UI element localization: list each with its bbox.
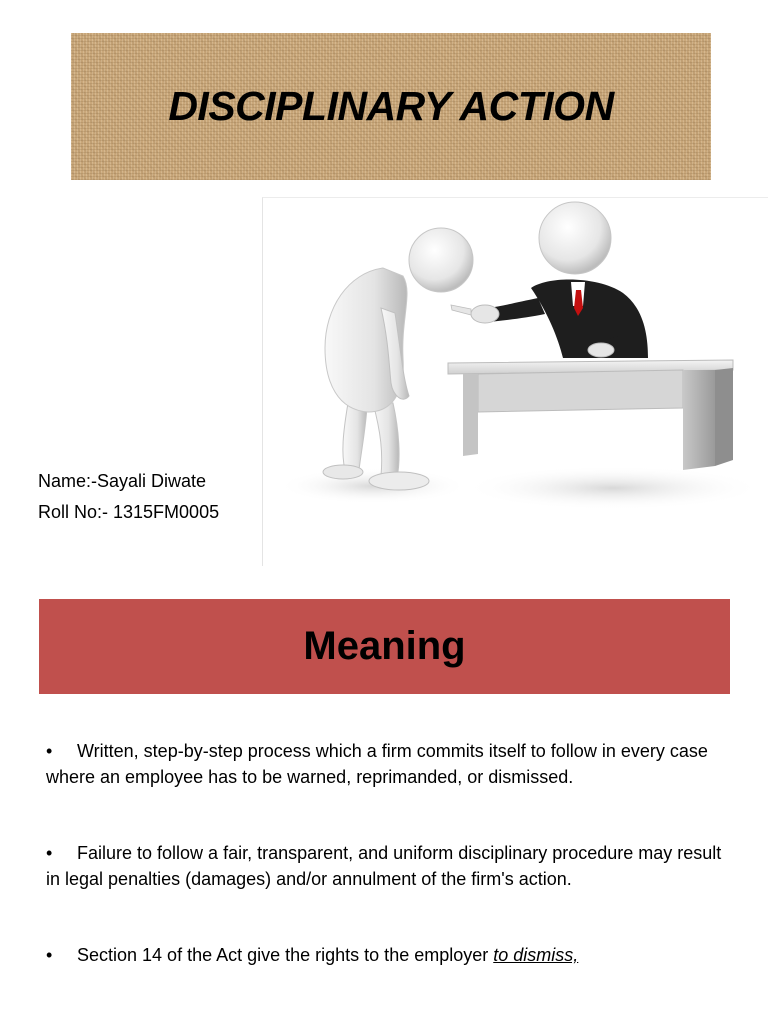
employee-figure [323, 228, 473, 490]
student-name: Name:-Sayali Diwate [38, 471, 207, 491]
desk [448, 360, 733, 470]
bullet-item [46, 942, 736, 968]
student-info [38, 466, 219, 528]
page-title: DISCIPLINARY ACTION [168, 83, 614, 129]
manager-figure [451, 202, 648, 358]
bullet-marker: • [46, 741, 53, 761]
bullet-emphasis: to dismiss, [493, 945, 579, 965]
manager-scolding-employee-illustration [262, 197, 768, 566]
bullet-item [46, 840, 736, 892]
bullet-text: Written, step-by-step process which a firm commits itself to follow in every case where an employee has to be warned, reprimanded, or dismissed. [46, 741, 708, 787]
title-banner [71, 33, 711, 180]
bullet-text: Failure to follow a fair, transparent, and uniform disciplinary procedure may result in legal penalties (damages) and/or annulment of the firm's action. [46, 843, 722, 889]
section-heading: Meaning [303, 624, 466, 668]
bullet-text: Section 14 of the Act give the rights to the employer [77, 945, 494, 965]
bullet-item [46, 738, 736, 790]
student-roll-number: Roll No:- 1315FM0005 [38, 502, 220, 522]
meaning-banner [39, 599, 730, 694]
bullet-marker: • [46, 843, 53, 863]
bullet-list [46, 738, 736, 1018]
bullet-marker: • [46, 945, 53, 965]
